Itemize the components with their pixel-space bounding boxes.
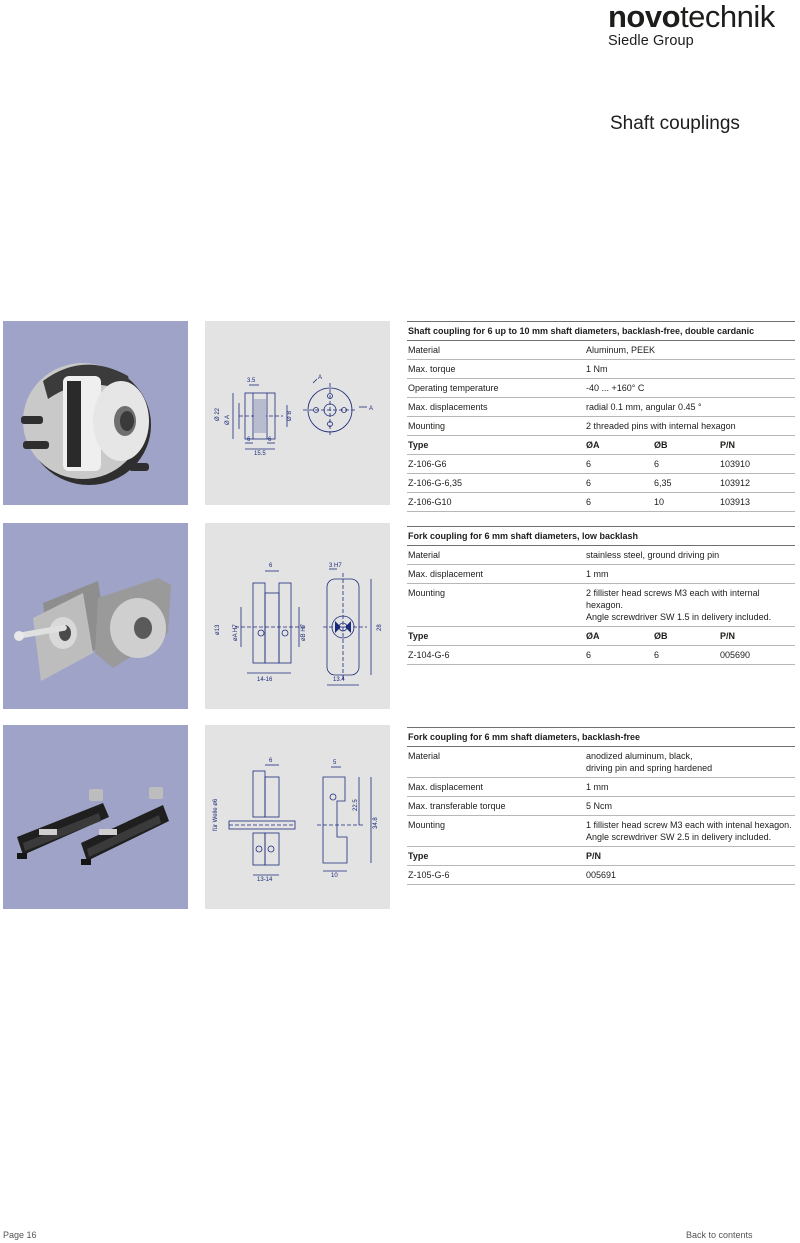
- spec-heading: Fork coupling for 6 mm shaft diameters, low backlash: [407, 526, 795, 546]
- technical-drawing-fork-coupling-low-backlash: [205, 523, 390, 709]
- table-row: [407, 646, 795, 665]
- type-cell: Z-106-G6: [408, 459, 447, 469]
- drawing-dim-label: 22.5: [353, 799, 359, 811]
- spec-label: Max. displacements: [408, 402, 488, 412]
- drawing-dim-label: für Welle ø6: [213, 798, 219, 831]
- spec-value: 1 fillister head screw M3 each with intenal hexagon.: [586, 820, 792, 830]
- product-photo-double-cardanic: [3, 321, 188, 505]
- type-table-header: [407, 847, 795, 866]
- drawing-dim-label: A: [369, 406, 374, 412]
- spec-value-multiline: [586, 587, 794, 623]
- spec-heading: Shaft coupling for 6 up to 10 mm shaft diameters, backlash-free, double cardanic: [407, 321, 795, 341]
- spec-label: Max. displacement: [408, 782, 484, 792]
- spec-row: [407, 584, 795, 627]
- drawing-dim-label: øA H7: [233, 624, 239, 641]
- spec-value: 1 mm: [586, 782, 609, 792]
- page-number: Page 16: [3, 1230, 37, 1240]
- diameter-a-cell: 6: [586, 459, 592, 469]
- brand-logo: [608, 0, 775, 49]
- drawing-dim-label: Ø B: [287, 410, 293, 421]
- drawing-dim-label: 15.5: [254, 451, 266, 457]
- drawing-dim-label: 6: [268, 437, 272, 443]
- spec-row: [407, 778, 795, 797]
- spec-label: Mounting: [408, 820, 446, 830]
- technical-drawing-double-cardanic: [205, 321, 390, 505]
- drawing-dim-label: 3.5: [247, 378, 256, 384]
- diameter-b-cell: 6: [654, 650, 660, 660]
- column-header-type: Type: [408, 440, 429, 450]
- column-header-type: Type: [408, 631, 429, 641]
- spec-row: [407, 379, 795, 398]
- drawing-dim-label: 28: [377, 624, 383, 631]
- drawing-dim-label: Ø A: [225, 414, 231, 425]
- column-header-diameter-b: ØB: [654, 631, 668, 641]
- spec-row: [407, 797, 795, 816]
- spec-value: 2 threaded pins with internal hexagon: [586, 421, 736, 431]
- spec-label: Material: [408, 751, 441, 761]
- spec-label: Max. transferable torque: [408, 801, 506, 811]
- part-number-cell: 005690: [720, 650, 751, 660]
- spec-row: [407, 398, 795, 417]
- column-header-diameter-a: ØA: [586, 440, 600, 450]
- drawing-dim-label: 3 H7: [329, 563, 342, 569]
- drawing-dim-label: 6: [247, 437, 251, 443]
- spec-row: [407, 546, 795, 565]
- table-row: [407, 493, 795, 512]
- spec-value-line2: Angle screwdriver SW 1.5 in delivery included.: [586, 612, 772, 622]
- spec-label: Material: [408, 550, 441, 560]
- column-header-diameter-a: ØA: [586, 631, 600, 641]
- column-header-type: Type: [408, 851, 429, 861]
- spec-value: Aluminum, PEEK: [586, 345, 656, 355]
- type-cell: Z-104-G-6: [408, 650, 450, 660]
- drawing-dim-label: 6: [269, 563, 273, 569]
- spec-value: 1 Nm: [586, 364, 608, 374]
- spec-table-double-cardanic: [407, 321, 795, 512]
- spec-label: Mounting: [408, 421, 446, 431]
- brand-subtitle: Siedle Group: [608, 33, 694, 49]
- diameter-b-cell: 10: [654, 497, 665, 507]
- technical-drawing-fork-coupling-backlash-free: [205, 725, 390, 909]
- brand-name-bold: novo: [608, 0, 681, 34]
- spec-row: [407, 565, 795, 584]
- part-number-cell: 005691: [586, 870, 617, 880]
- spec-value-line2: Angle screwdriver SW 2.5 in delivery included.: [586, 832, 772, 842]
- spec-value-line2: driving pin and spring hardened: [586, 763, 713, 773]
- drawing-dim-label: 5: [333, 760, 337, 766]
- spec-value: stainless steel, ground driving pin: [586, 550, 720, 560]
- spec-value: -40 ... +160° C: [586, 383, 645, 393]
- diameter-b-cell: 6,35: [654, 478, 672, 488]
- column-header-diameter-b: ØB: [654, 440, 668, 450]
- spec-label: Material: [408, 345, 441, 355]
- spec-row: [407, 816, 795, 847]
- diameter-b-cell: 6: [654, 459, 660, 469]
- brand-name: [608, 0, 775, 34]
- product-photo-fork-coupling-low-backlash: [3, 523, 188, 709]
- drawing-dim-label: 14-16: [257, 677, 273, 683]
- spec-label: Mounting: [408, 588, 446, 598]
- type-cell: Z-105-G-6: [408, 870, 450, 880]
- type-table-header: [407, 627, 795, 646]
- spec-value: 2 fillister head screws M3 each with internal hexagon.: [586, 588, 760, 610]
- drawing-dim-label: ø13: [215, 624, 221, 635]
- drawing-dim-label: 10: [331, 873, 338, 879]
- spec-table-fork-coupling-backlash-free: [407, 727, 795, 885]
- back-to-contents-link[interactable]: Back to contents: [686, 1230, 753, 1240]
- table-row: [407, 455, 795, 474]
- part-number-cell: 103910: [720, 459, 751, 469]
- part-number-cell: 103913: [720, 497, 751, 507]
- spec-row: [407, 417, 795, 436]
- spec-label: Max. displacement: [408, 569, 484, 579]
- drawing-dim-label: A: [318, 375, 323, 381]
- table-row: [407, 474, 795, 493]
- column-header-part-number: P/N: [586, 851, 602, 861]
- drawing-dim-label: øB H7: [301, 623, 307, 641]
- brand-name-light: technik: [680, 0, 775, 34]
- spec-value-multiline: [586, 750, 794, 774]
- table-row: [407, 866, 795, 885]
- drawing-dim-label: 34.8: [373, 817, 379, 829]
- spec-value: 5 Ncm: [586, 801, 613, 811]
- column-header-part-number: P/N: [720, 440, 736, 450]
- diameter-a-cell: 6: [586, 650, 592, 660]
- spec-value: 1 mm: [586, 569, 609, 579]
- spec-label: Operating temperature: [408, 383, 499, 393]
- part-number-cell: 103912: [720, 478, 751, 488]
- drawing-dim-label: 6: [269, 758, 273, 764]
- product-photo-fork-coupling-backlash-free: [3, 725, 188, 909]
- spec-value: anodized aluminum, black,: [586, 751, 693, 761]
- column-header-part-number: P/N: [720, 631, 736, 641]
- spec-heading: Fork coupling for 6 mm shaft diameters, backlash-free: [407, 727, 795, 747]
- type-table-header: [407, 436, 795, 455]
- spec-label: Max. torque: [408, 364, 456, 374]
- spec-row: [407, 341, 795, 360]
- spec-value: radial 0.1 mm, angular 0.45 °: [586, 402, 702, 412]
- drawing-dim-label: 13-14: [257, 877, 273, 883]
- page-title: Shaft couplings: [610, 113, 740, 134]
- spec-row: [407, 360, 795, 379]
- diameter-a-cell: 6: [586, 478, 592, 488]
- spec-row: [407, 747, 795, 778]
- type-cell: Z-106-G10: [408, 497, 452, 507]
- spec-table-fork-coupling-low-backlash: [407, 526, 795, 665]
- spec-value-multiline: [586, 819, 794, 843]
- type-cell: Z-106-G-6,35: [408, 478, 463, 488]
- diameter-a-cell: 6: [586, 497, 592, 507]
- drawing-dim-label: 13.4: [333, 677, 345, 683]
- drawing-dim-label: Ø 22: [215, 407, 221, 421]
